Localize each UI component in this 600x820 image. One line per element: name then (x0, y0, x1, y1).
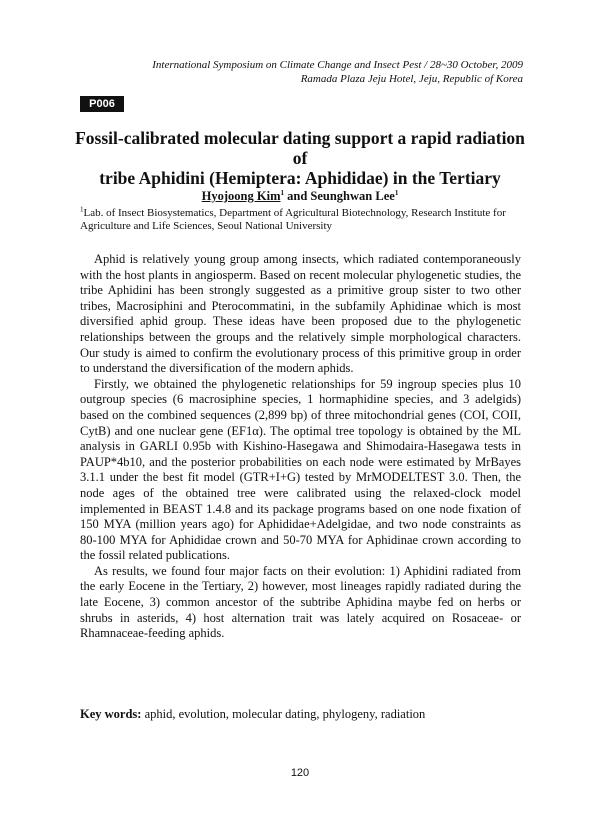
header-line-1: International Symposium on Climate Change and Insect Pest / 28~30 October, 2009 (152, 59, 523, 71)
author-conjunction: and (284, 189, 311, 203)
page-number: 120 (290, 767, 310, 779)
paper-title (70, 128, 530, 188)
header-line-2: Ramada Plaza Jeju Hotel, Jeju, Republic of Korea (300, 73, 523, 85)
affiliation (80, 207, 528, 233)
poster-id-badge: P006 (80, 96, 124, 112)
keywords (80, 707, 521, 723)
author-2-affil-mark: 1 (394, 188, 399, 197)
keywords-text: aphid, evolution, molecular dating, phylogeny, radiation (141, 707, 426, 721)
title-line-2: tribe Aphidini (Hemiptera: Aphididae) in the Tertiary (99, 168, 501, 188)
title-line-1: Fossil-calibrated molecular dating support a rapid radiation of (75, 128, 525, 168)
abstract-paragraph-2: Firstly, we obtained the phylogenetic relationships for 59 ingroup species plus 10 outgroup species (6 macrosiphine species, 1 hormaphidine species, and 3 adelgids) based on the combined sequences (2,899 bp) of three mitochondrial genes (COI, COII, CytB) and one nuclear gene (EF1α). The optimal tree topology is obtained by the ML analysis in GARLI 0.95b with Kishino-Hasegawa and Shimodaira-Hasegawa tests in PAUP*4b10, and the posterior probabilities on each node were estimated by MrBayes 3.1.1 under the best fit model (GTR+I+G) tested by MrMODELTEST 3.0. Then, the node ages of the obtained tree were calibrated using the relaxed-clock model implemented in BEAST 1.4.8 and its package programs based on one node fixation of 150 MYA (million years ago) for Aphididae+Adelgidae, and two node constraints as 80-100 MYA for Aphididae crown and 50-70 MYA for Aphidinae crown according to the fossil related publications. (80, 376, 521, 563)
author-1-affil-mark: 1 (280, 188, 284, 197)
abstract-paragraph-1: Aphid is relatively young group among insects, which radiated contemporaneously with the host plants in angiosperm. Based on recent molecular phylogenetic studies, the tribe Aphidini has been strongly suggested as a primitive group sister to two other tribes, Macrosiphini and Pterocommatini, in the subfamily Aphidinae which is most diversified aphid group. These ideas have been proposed due to the phylogenetic relationships between the groups and the relatively simple morphological characters. Our study is aimed to confirm the evolutionary process of this primitive group in order to understand the diversification of the modern aphids. (80, 252, 521, 376)
running-header (152, 58, 523, 86)
author-2: Seunghwan Lee (310, 189, 395, 203)
author-list (0, 189, 600, 204)
abstract-paragraph-3: As results, we found four major facts on their evolution: 1) Aphidini radiated from the early Eocene in the Tertiary, 2) however, most lineages rapidly radiated during the late Eocene, 3) common ancestor of the subtribe Aphidina maybe fed on herbs or shrubs in asterids, 4) host alternation trait was lately acquired on Rosaceae- or Rhamnaceae-feeding aphids. (80, 563, 521, 641)
affiliation-mark: 1 (80, 205, 84, 214)
affiliation-text: Lab. of Insect Biosystematics, Department of Agricultural Biotechnology, Research Institute for Agriculture and Life Sciences, Seoul National University (80, 207, 506, 232)
author-1: Hyojoong Kim (201, 189, 281, 203)
abstract-body (80, 252, 521, 642)
keywords-label: Key words: (80, 707, 142, 721)
